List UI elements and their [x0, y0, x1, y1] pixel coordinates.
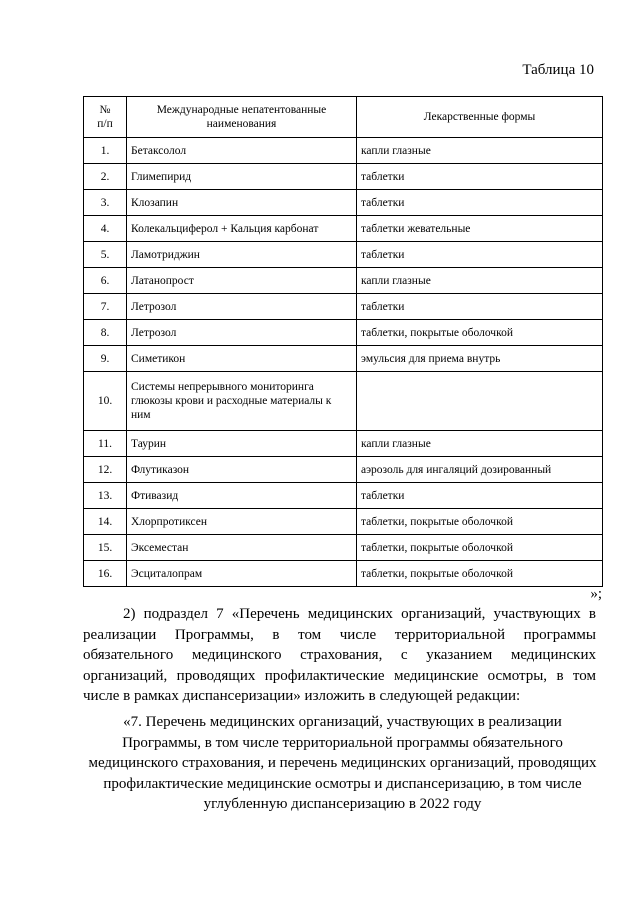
amendment-paragraph: 2) подраздел 7 «Перечень медицинских организаций, участвующих в реализации Программы, в том числе территориальной программы обязательного медицинского страхования, с указанием медицинских организаций, проводящих профилактические медицинские осмотры, в том числе в рамках диспансеризации» изложить в следующей редакции:: [83, 606, 596, 704]
closing-quote: »;: [590, 586, 602, 602]
cell-name: Клозапин: [127, 190, 357, 216]
cell-name: Флутиказон: [127, 457, 357, 483]
cell-num: 11.: [84, 431, 127, 457]
table-row: [84, 294, 603, 320]
table-row: [84, 561, 603, 587]
table-row: [84, 457, 603, 483]
cell-form: таблетки: [357, 164, 603, 190]
cell-num: 13.: [84, 483, 127, 509]
cell-num: 15.: [84, 535, 127, 561]
table-row: [84, 190, 603, 216]
cell-name: Летрозол: [127, 294, 357, 320]
cell-form: капли глазные: [357, 138, 603, 164]
drug-table: [83, 96, 603, 587]
cell-num: 10.: [84, 372, 127, 431]
cell-num: 9.: [84, 346, 127, 372]
cell-form: таблетки жевательные: [357, 216, 603, 242]
cell-num: 4.: [84, 216, 127, 242]
cell-form: [357, 372, 603, 431]
cell-name: Эксеместан: [127, 535, 357, 561]
cell-form: капли глазные: [357, 431, 603, 457]
cell-name: Фтивазид: [127, 483, 357, 509]
cell-num: 12.: [84, 457, 127, 483]
table-row: [84, 483, 603, 509]
cell-name: Бетаксолол: [127, 138, 357, 164]
table-row: [84, 535, 603, 561]
table-row: [84, 138, 603, 164]
cell-form: таблетки, покрытые оболочкой: [357, 535, 603, 561]
cell-form: таблетки: [357, 483, 603, 509]
section-heading: «7. Перечень медицинских организаций, участвующих в реализации Программы, в том числе территориальной программы обязательного медицинского страхования, и перечень медицинских организаций, проводящих профилактические медицинские осмотры и диспансеризацию, в том числе углубленную диспансеризацию в 2022 году: [88, 714, 597, 812]
cell-name: Ламотриджин: [127, 242, 357, 268]
table-row: [84, 242, 603, 268]
cell-form: таблетки, покрытые оболочкой: [357, 320, 603, 346]
cell-form: эмульсия для приема внутрь: [357, 346, 603, 372]
cell-num: 6.: [84, 268, 127, 294]
header-form: Лекарственные формы: [357, 97, 603, 138]
cell-form: таблетки, покрытые оболочкой: [357, 561, 603, 587]
cell-num: 16.: [84, 561, 127, 587]
table-row: [84, 509, 603, 535]
header-num: № п/п: [84, 97, 127, 138]
cell-name: Системы непрерывного мониторинга глюкозы крови и расходные материалы к ним: [127, 372, 357, 431]
cell-name: Летрозол: [127, 320, 357, 346]
cell-name: Глимепирид: [127, 164, 357, 190]
cell-form: таблетки: [357, 190, 603, 216]
cell-form: капли глазные: [357, 268, 603, 294]
cell-name: Латанопрост: [127, 268, 357, 294]
cell-num: 5.: [84, 242, 127, 268]
cell-num: 7.: [84, 294, 127, 320]
table-row: [84, 216, 603, 242]
cell-form: аэрозоль для ингаляций дозированный: [357, 457, 603, 483]
cell-num: 8.: [84, 320, 127, 346]
table-row: [84, 164, 603, 190]
table-row: [84, 431, 603, 457]
cell-num: 1.: [84, 138, 127, 164]
cell-form: таблетки: [357, 242, 603, 268]
table-row: [84, 346, 603, 372]
cell-name: Таурин: [127, 431, 357, 457]
table-row: [84, 320, 603, 346]
cell-form: таблетки: [357, 294, 603, 320]
cell-name: Эсциталопрам: [127, 561, 357, 587]
cell-name: Колекальциферол + Кальция карбонат: [127, 216, 357, 242]
cell-form: таблетки, покрытые оболочкой: [357, 509, 603, 535]
table-header-row: [84, 97, 603, 138]
cell-name: Хлорпротиксен: [127, 509, 357, 535]
table-row: [84, 268, 603, 294]
header-name: Международные непатентованные наименования: [127, 97, 357, 138]
cell-num: 3.: [84, 190, 127, 216]
table-caption: Таблица 10: [522, 62, 594, 78]
cell-num: 2.: [84, 164, 127, 190]
table-row: [84, 372, 603, 431]
cell-num: 14.: [84, 509, 127, 535]
cell-name: Симетикон: [127, 346, 357, 372]
